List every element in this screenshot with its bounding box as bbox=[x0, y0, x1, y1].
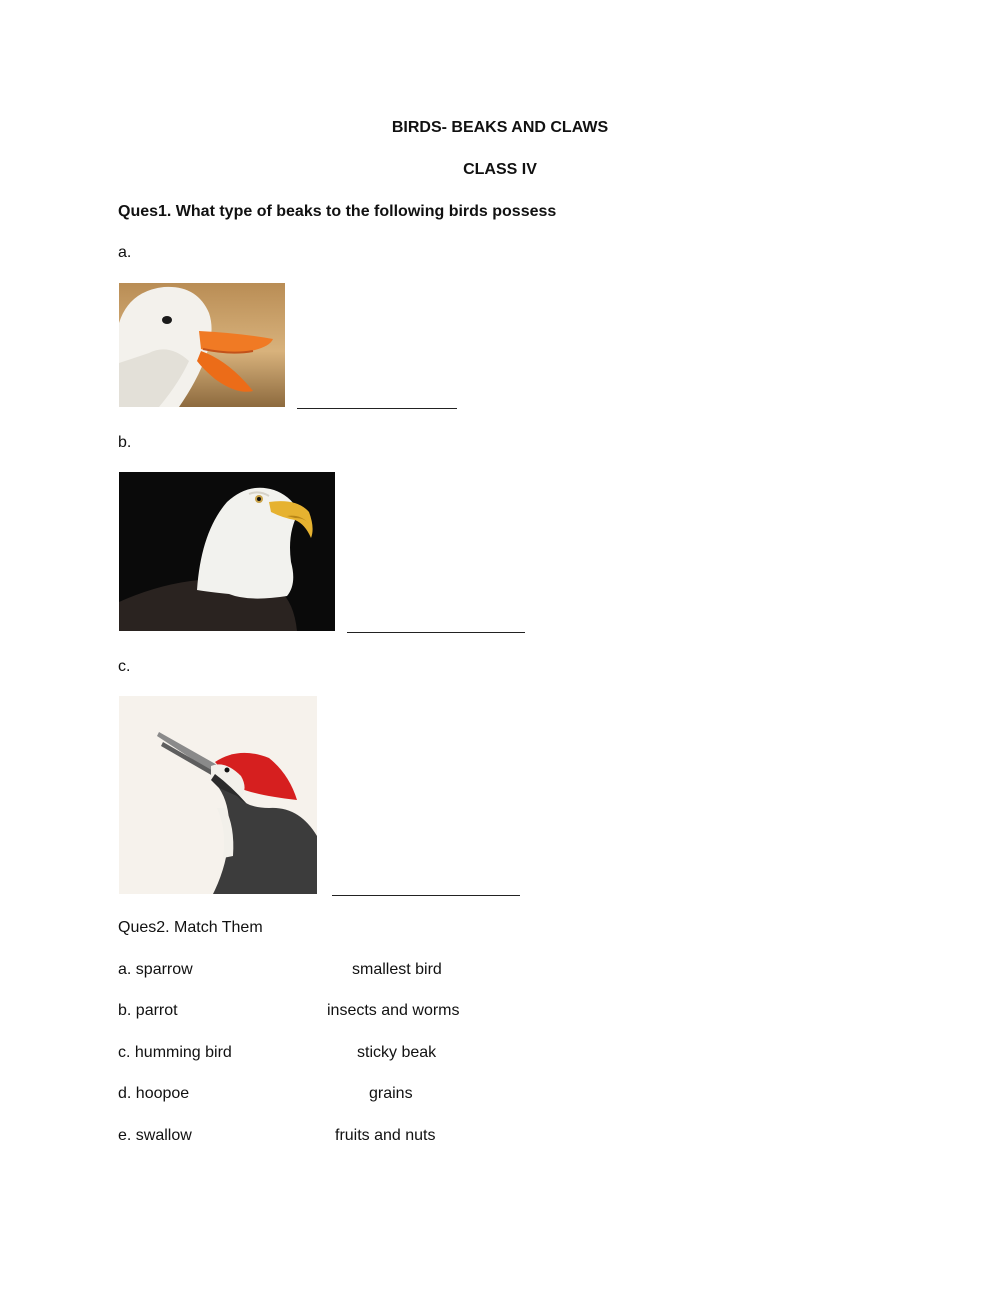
answer-blank-c[interactable] bbox=[332, 895, 520, 896]
match-right-item: sticky beak bbox=[357, 1044, 437, 1061]
match-left-item: a. sparrow bbox=[118, 961, 193, 978]
answer-blank-a[interactable] bbox=[297, 408, 457, 409]
question1-prompt: Ques1. What type of beaks to the following birds possess bbox=[118, 203, 557, 220]
worksheet-title: BIRDS- BEAKS AND CLAWS bbox=[391, 119, 609, 136]
answer-blank-b[interactable] bbox=[347, 632, 525, 633]
question1-item-b-label: b. bbox=[118, 434, 132, 451]
match-right-item: insects and worms bbox=[327, 1002, 460, 1019]
match-left-item: b. parrot bbox=[118, 1002, 178, 1019]
question2-prompt: Ques2. Match Them bbox=[118, 919, 263, 936]
match-left-item: d. hoopoe bbox=[118, 1085, 190, 1102]
worksheet-subtitle: CLASS IV bbox=[463, 161, 537, 178]
match-right-item: grains bbox=[369, 1085, 413, 1102]
duck-head-image bbox=[119, 283, 285, 407]
match-left-item: c. humming bird bbox=[118, 1044, 232, 1061]
question1-item-c-label: c. bbox=[118, 658, 131, 675]
match-left-item: e. swallow bbox=[118, 1127, 192, 1144]
eagle-head-image bbox=[119, 472, 335, 631]
match-right-item: smallest bird bbox=[352, 961, 442, 978]
match-right-item: fruits and nuts bbox=[335, 1127, 436, 1144]
question1-item-a-label: a. bbox=[118, 244, 132, 261]
woodpecker-image bbox=[119, 696, 317, 894]
